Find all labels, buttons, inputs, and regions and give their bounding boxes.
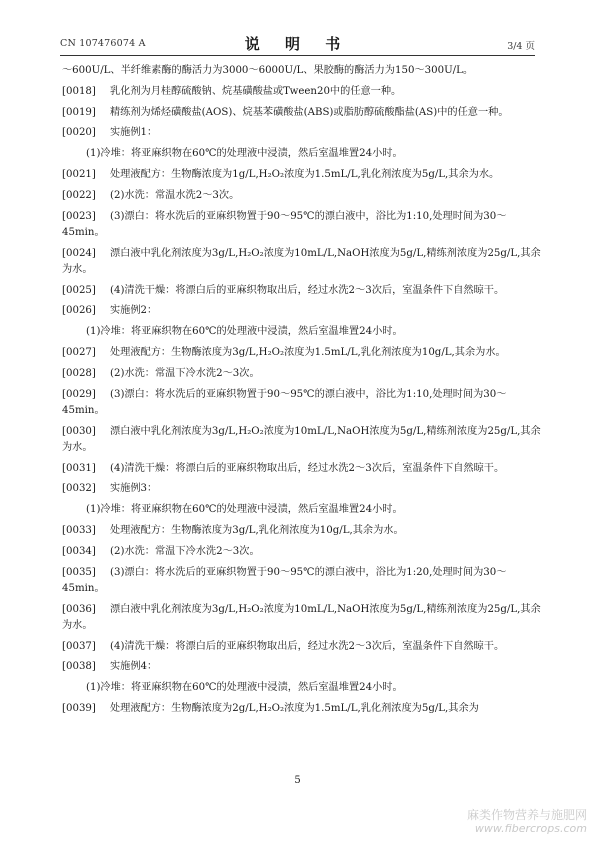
- paragraph-number: [0039]: [62, 702, 96, 714]
- paragraph-0034: [62, 544, 542, 560]
- paragraph-0026: [62, 303, 542, 319]
- paragraph-number: [0026]: [62, 305, 96, 317]
- paragraph-number: [0038]: [62, 661, 96, 673]
- paragraph-text: (2)水洗：常温下冷水洗2～3次。: [110, 545, 260, 557]
- paragraph-0030: [62, 424, 542, 456]
- document-body: [62, 63, 542, 722]
- paragraph-0028: [62, 366, 542, 382]
- page-title: 说 明 书: [244, 35, 351, 53]
- paragraph-0039: [62, 701, 542, 717]
- paragraph-text: 漂白液中乳化剂浓度为3g/L,H₂O₂浓度为10mL/L,NaOH浓度为5g/L,精练剂浓度为25g/L,其余为水。: [62, 247, 541, 275]
- paragraph-text: (4)清洗干燥：将漂白后的亚麻织物取出后，经过水洗2～3次后，室温条件下自然晾干。: [110, 284, 505, 296]
- paragraph-step: [62, 680, 542, 696]
- paragraph-number: [0022]: [62, 189, 96, 201]
- paragraph-number: [0025]: [62, 284, 96, 296]
- paragraph-continuation: [62, 63, 542, 79]
- paragraph-number: [0023]: [62, 210, 96, 222]
- paragraph-text: 乳化剂为月桂醇硫酸钠、烷基磺酸盐或Tween20中的任意一种。: [110, 85, 402, 97]
- paragraph-number: [0018]: [62, 85, 96, 97]
- paragraph-text: (2)水洗：常温水洗2～3次。: [110, 189, 240, 201]
- paragraph-text: 实施例4：: [110, 661, 158, 673]
- paragraph-number: [0024]: [62, 247, 96, 259]
- paragraph-text: 处理液配方：生物酶浓度为1g/L,H₂O₂浓度为1.5mL/L,乳化剂浓度为5g/L,其余为水。: [110, 168, 500, 180]
- paragraph-text: (4)清洗干燥：将漂白后的亚麻织物取出后，经过水洗2～3次后，室温条件下自然晾干。: [110, 462, 505, 474]
- watermark-title: 麻类作物营养与施肥网: [466, 808, 587, 822]
- paragraph-text: 处理液配方：生物酶浓度为2g/L,H₂O₂浓度为1.5mL/L,乳化剂浓度为5g/L,其余为: [110, 702, 479, 714]
- paragraph-number: [0035]: [62, 566, 96, 578]
- paragraph-text: 漂白液中乳化剂浓度为3g/L,H₂O₂浓度为10mL/L,NaOH浓度为5g/L,精练剂浓度为25g/L,其余为水。: [62, 425, 541, 453]
- paragraph-number: [0036]: [62, 603, 96, 615]
- paragraph-number: [0020]: [62, 127, 96, 139]
- paragraph-text: 漂白液中乳化剂浓度为3g/L,H₂O₂浓度为10mL/L,NaOH浓度为5g/L,精练剂浓度为25g/L,其余为水。: [62, 603, 541, 631]
- paragraph-0020: [62, 125, 542, 141]
- paragraph-text: 实施例2：: [110, 305, 158, 317]
- paragraph-number: [0031]: [62, 462, 96, 474]
- paragraph-text: (4)清洗干燥：将漂白后的亚麻织物取出后，经过水洗2～3次后，室温条件下自然晾干。: [110, 640, 505, 652]
- paragraph-step: [62, 324, 542, 340]
- paragraph-text: 处理液配方：生物酶浓度为3g/L,乳化剂浓度为10g/L,其余为水。: [110, 524, 404, 536]
- paragraph-text: (1)冷堆：将亚麻织物在60℃的处理液中浸渍，然后室温堆置24小时。: [86, 504, 403, 516]
- paragraph-number: [0030]: [62, 425, 96, 437]
- paragraph-text: (1)冷堆：将亚麻织物在60℃的处理液中浸渍，然后室温堆置24小时。: [86, 682, 403, 694]
- paragraph-number: [0037]: [62, 640, 96, 652]
- paragraph-0035: [62, 565, 542, 597]
- header-divider: [60, 55, 535, 56]
- paragraph-number: [0027]: [62, 346, 96, 358]
- paragraph-number: [0033]: [62, 524, 96, 536]
- patent-number: CN 107476074 A: [60, 38, 146, 49]
- paragraph-0038: [62, 659, 542, 675]
- paragraph-text: (2)水洗：常温下冷水洗2～3次。: [110, 367, 260, 379]
- paragraph-text: ～600U/L、半纤维素酶的酶活力为3000～6000U/L、果胶酶的酶活力为150～300U/L。: [62, 65, 474, 76]
- paragraph-step: [62, 146, 542, 162]
- page-indicator: 3/4 页: [507, 41, 535, 52]
- paragraph-0029: [62, 387, 542, 419]
- paragraph-text: 精练剂为烯烃磺酸盐(AOS)、烷基苯磺酸盐(ABS)或脂肪醇硫酸酯盐(AS)中的任意一种。: [110, 106, 509, 118]
- paragraph-number: [0019]: [62, 106, 96, 118]
- paragraph-text: 实施例1：: [110, 127, 158, 139]
- paragraph-0023: [62, 209, 542, 241]
- paragraph-number: [0032]: [62, 483, 96, 495]
- paragraph-text: (1)冷堆：将亚麻织物在60℃的处理液中浸渍，然后室温堆置24小时。: [86, 148, 403, 160]
- paragraph-0031: [62, 461, 542, 477]
- paragraph-text: (3)漂白：将水洗后的亚麻织物置于90～95℃的漂白液中，浴比为1:20,处理时间为30～45min。: [62, 566, 507, 594]
- paragraph-0027: [62, 345, 542, 361]
- paragraph-0019: [62, 105, 542, 121]
- paragraph-0033: [62, 523, 542, 539]
- page-number: 5: [294, 775, 301, 786]
- paragraph-text: (3)漂白：将水洗后的亚麻织物置于90～95℃的漂白液中，浴比为1:10,处理时间为30～45min。: [62, 388, 507, 416]
- watermark-url: www.fibercrops.com: [474, 822, 587, 835]
- paragraph-0036: [62, 602, 542, 634]
- paragraph-0018: [62, 84, 542, 100]
- paragraph-step: [62, 502, 542, 518]
- paragraph-number: [0029]: [62, 388, 96, 400]
- paragraph-0037: [62, 639, 542, 655]
- paragraph-number: [0021]: [62, 168, 96, 180]
- paragraph-text: 实施例3：: [110, 483, 158, 495]
- paragraph-number: [0028]: [62, 367, 96, 379]
- paragraph-number: [0034]: [62, 545, 96, 557]
- paragraph-text: 处理液配方：生物酶浓度为3g/L,H₂O₂浓度为1.5mL/L,乳化剂浓度为10g/L,其余为水。: [110, 346, 506, 358]
- paragraph-0024: [62, 246, 542, 278]
- paragraph-text: (1)冷堆：将亚麻织物在60℃的处理液中浸渍，然后室温堆置24小时。: [86, 326, 403, 338]
- paragraph-0021: [62, 167, 542, 183]
- paragraph-text: (3)漂白：将水洗后的亚麻织物置于90～95℃的漂白液中，浴比为1:10,处理时间为30～45min。: [62, 210, 507, 238]
- paragraph-0032: [62, 481, 542, 497]
- paragraph-0022: [62, 188, 542, 204]
- paragraph-0025: [62, 283, 542, 299]
